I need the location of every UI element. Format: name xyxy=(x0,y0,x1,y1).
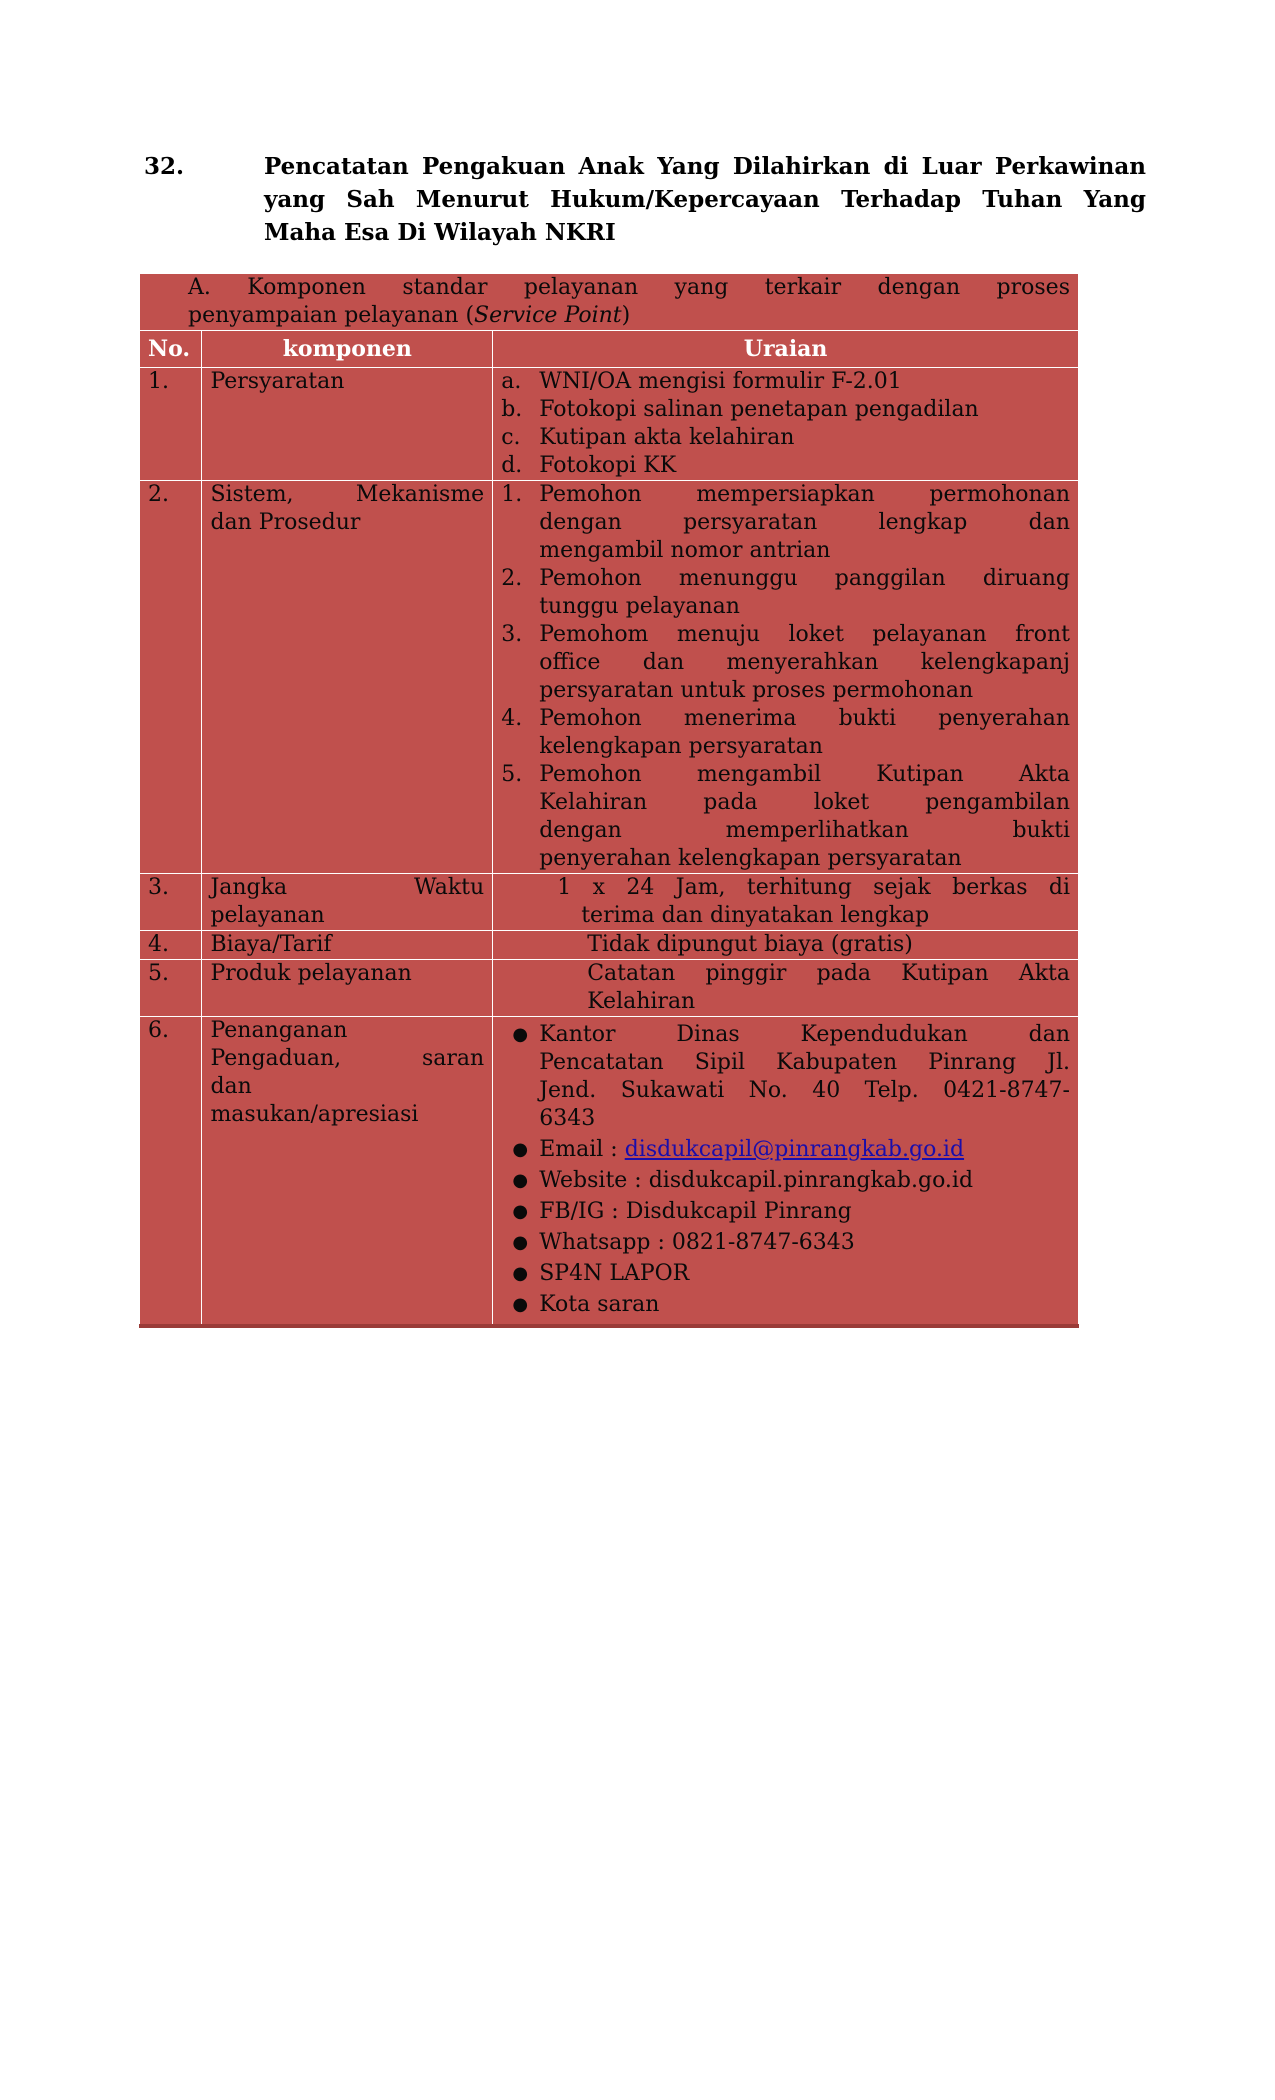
list-line: Kelahiran pada loket pengambilan xyxy=(539,790,1070,815)
list-line: Pemohon mempersiapkan permohonan xyxy=(539,482,1070,507)
table-row xyxy=(140,1017,1079,1327)
list-item xyxy=(501,705,1070,761)
contact-social xyxy=(501,1198,1070,1226)
contact-line: 6343 xyxy=(539,1106,596,1131)
list-marker: c. xyxy=(501,425,521,450)
komponen-line: pelayanan xyxy=(210,903,325,928)
contact-whatsapp-text: Whatsapp : 0821-8747-6343 xyxy=(539,1230,855,1255)
list-line: office dan menyerahkan kelengkapanj xyxy=(539,650,1070,675)
caption-italic-text: Service Point xyxy=(474,303,622,328)
list-item xyxy=(501,396,1070,424)
section-number: 32. xyxy=(144,153,185,180)
section-title-line: Pencatatan Pengakuan Anak Yang Dilahirkan di Luar Perkawinan xyxy=(264,153,1146,180)
contact-email-text xyxy=(539,1136,1070,1164)
uraian-line: terima dan dinyatakan lengkap xyxy=(581,903,930,928)
row-number: 6. xyxy=(140,1017,202,1327)
row-uraian xyxy=(493,931,1079,960)
caption-text: ) xyxy=(621,303,631,328)
contact-email xyxy=(501,1136,1070,1164)
row-komponen xyxy=(202,874,493,931)
list-item xyxy=(501,565,1070,621)
row-uraian xyxy=(493,481,1079,874)
list-line: Pemohon menerima bukti penyerahan xyxy=(539,706,1070,731)
table-row xyxy=(140,874,1079,931)
row-number: 3. xyxy=(140,874,202,931)
contact-social-text: FB/IG : Disdukcapil Pinrang xyxy=(539,1199,852,1224)
contact-website xyxy=(501,1167,1070,1195)
email-link[interactable]: disdukcapil@pinrangkab.go.id xyxy=(624,1137,965,1162)
header-komponen: komponen xyxy=(202,331,493,368)
list-text: Fotokopi KK xyxy=(539,453,677,478)
contact-whatsapp xyxy=(501,1229,1070,1257)
contact-line: Pencatatan Sipil Kabupaten Pinrang Jl. xyxy=(539,1050,1070,1075)
section-title-line: Maha Esa Di Wilayah NKRI xyxy=(264,219,616,246)
list-text xyxy=(539,761,1070,873)
table-caption xyxy=(140,274,1079,331)
row-komponen xyxy=(202,481,493,874)
list-line: Pemohon mengambil Kutipan Akta xyxy=(539,762,1070,787)
list-marker: 2. xyxy=(501,566,523,591)
komponen-line: dan xyxy=(210,1074,252,1099)
table-row xyxy=(140,960,1079,1017)
list-line: persyaratan untuk proses permohonan xyxy=(539,678,974,703)
komponen-text xyxy=(210,1017,484,1129)
list-text xyxy=(539,481,1070,565)
bullet-icon: ● xyxy=(512,1139,529,1160)
contact-suggestion-text: Kota saran xyxy=(539,1292,660,1317)
list-line: dengan memperlihatkan bukti xyxy=(539,818,1070,843)
list-item xyxy=(501,424,1070,452)
list-item xyxy=(501,621,1070,705)
komponen-line: Pengaduan, saran xyxy=(210,1046,485,1071)
list-text xyxy=(539,621,1070,705)
uraian-line: 1 x 24 Jam, terhitung sejak berkas di xyxy=(557,875,1070,900)
caption-line xyxy=(188,302,1070,330)
section-heading xyxy=(144,150,1146,249)
list-marker: 5. xyxy=(501,762,523,787)
komponen-line: Penanganan xyxy=(210,1018,348,1043)
header-no: No. xyxy=(140,331,202,368)
row-komponen: Persyaratan xyxy=(202,368,493,481)
komponen-line: masukan/apresiasi xyxy=(210,1102,419,1127)
uraian-text xyxy=(501,960,1070,1016)
uraian-text: Tidak dipungut biaya (gratis) xyxy=(587,932,913,957)
komponen-line: Jangka Waktu xyxy=(210,875,485,900)
table-row xyxy=(140,368,1079,481)
contact-office xyxy=(501,1021,1070,1133)
bullet-icon: ● xyxy=(512,1170,529,1191)
list-line: kelengkapan persyaratan xyxy=(539,734,823,759)
list-line: Pemohon menunggu panggilan diruang xyxy=(539,566,1070,591)
list-item xyxy=(501,368,1070,396)
section-title-line: yang Sah Menurut Hukum/Kepercayaan Terhadap Tuhan Yang xyxy=(264,186,1146,213)
row-uraian xyxy=(493,1017,1079,1327)
table-row xyxy=(140,481,1079,874)
list-text xyxy=(539,705,1070,761)
list-text: Fotokopi salinan penetapan pengadilan xyxy=(539,397,979,422)
row-komponen xyxy=(202,1017,493,1327)
section-title xyxy=(264,150,1146,249)
row-number: 1. xyxy=(140,368,202,481)
list-marker: 4. xyxy=(501,706,523,731)
contact-suggestion-box xyxy=(501,1291,1070,1319)
list-line: Pemohom menuju loket pelayanan front xyxy=(539,622,1070,647)
contact-line: Kantor Dinas Kependudukan dan xyxy=(539,1022,1070,1047)
contact-sp4n xyxy=(501,1260,1070,1288)
header-uraian: Uraian xyxy=(493,331,1079,368)
list-line: mengambil nomor antrian xyxy=(539,538,831,563)
list-line: penyerahan kelengkapan persyaratan xyxy=(539,846,962,871)
row-uraian xyxy=(493,960,1079,1017)
list-marker: a. xyxy=(501,369,522,394)
list-text: Kutipan akta kelahiran xyxy=(539,425,795,450)
bullet-icon: ● xyxy=(512,1263,529,1284)
row-number: 5. xyxy=(140,960,202,1017)
bullet-icon: ● xyxy=(512,1024,529,1045)
caption-text: penyampaian pelayanan ( xyxy=(188,303,475,328)
contact-line: Jend. Sukawati No. 40 Telp. 0421-8747- xyxy=(539,1078,1070,1103)
list-item xyxy=(501,481,1070,565)
row-number: 2. xyxy=(140,481,202,874)
bullet-icon: ● xyxy=(512,1201,529,1222)
row-uraian xyxy=(493,874,1079,931)
list-marker: 1. xyxy=(501,482,523,507)
komponen-line: dan Prosedur xyxy=(210,510,361,535)
list-text: WNI/OA mengisi formulir F-2.01 xyxy=(539,369,902,394)
caption-line: A. Komponen standar pelayanan yang terkair dengan proses xyxy=(188,275,1070,300)
bullet-icon: ● xyxy=(512,1232,529,1253)
email-label: Email : xyxy=(539,1137,625,1162)
uraian-line: Catatan pinggir pada Kutipan Akta xyxy=(587,961,1070,986)
list-marker: d. xyxy=(501,453,523,478)
list-text xyxy=(539,565,1070,621)
row-komponen: Produk pelayanan xyxy=(202,960,493,1017)
list-marker: 3. xyxy=(501,622,523,647)
komponen-text xyxy=(210,874,484,930)
list-marker: b. xyxy=(501,397,523,422)
row-number: 4. xyxy=(140,931,202,960)
contact-sp4n-text: SP4N LAPOR xyxy=(539,1261,690,1286)
list-item xyxy=(501,452,1070,480)
contact-office-text xyxy=(539,1021,1070,1133)
list-line: tunggu pelayanan xyxy=(539,594,740,619)
uraian-text xyxy=(501,874,1070,930)
bullet-icon: ● xyxy=(512,1294,529,1315)
table-row xyxy=(140,931,1079,960)
row-komponen: Biaya/Tarif xyxy=(202,931,493,960)
list-item xyxy=(501,761,1070,873)
table-header-row xyxy=(140,331,1079,368)
contact-website-text: Website : disdukcapil.pinrangkab.go.id xyxy=(539,1168,974,1193)
row-uraian xyxy=(493,368,1079,481)
list-line: dengan persyaratan lengkap dan xyxy=(539,510,1070,535)
komponen-line: Sistem, Mekanisme xyxy=(210,482,485,507)
komponen-text xyxy=(210,481,484,537)
uraian-line: Kelahiran xyxy=(587,989,696,1014)
table-caption-row xyxy=(140,274,1079,331)
service-standard-table xyxy=(139,273,1079,1328)
